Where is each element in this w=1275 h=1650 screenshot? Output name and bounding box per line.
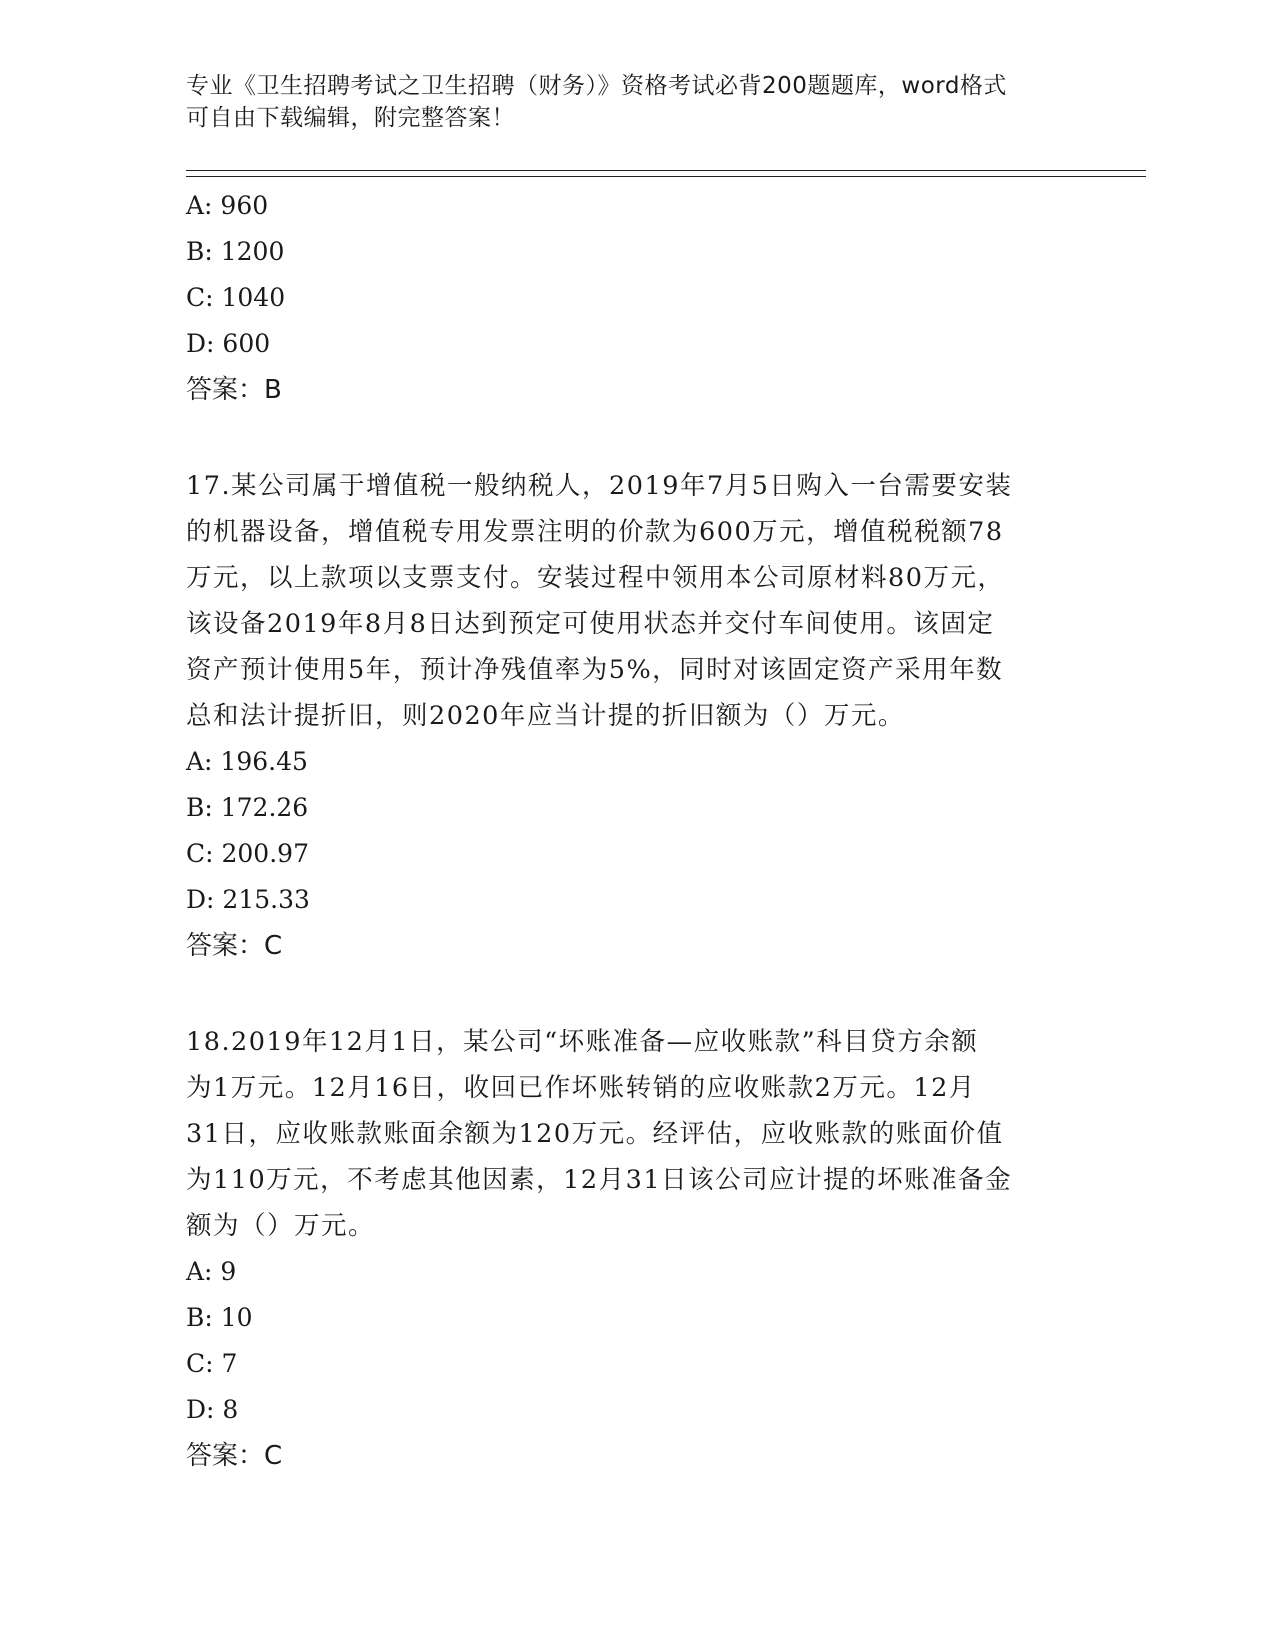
q18-option-b: B: 10	[186, 1303, 253, 1332]
header-line-1: 专业《卫生招聘考试之卫生招聘（财务）》资格考试必背200题题库，word格式	[186, 73, 1007, 99]
q18-line: 额为（）万元。	[186, 1211, 376, 1241]
document-header	[186, 70, 1066, 134]
q18-line: 为110万元，不考虑其他因素，12月31日该公司应计提的坏账准备金	[186, 1165, 1013, 1195]
q18-option-c: C: 7	[186, 1349, 238, 1378]
q17-option-b: B: 172.26	[186, 793, 309, 822]
question-16-block	[186, 183, 1146, 413]
header-line-2: 可自由下载编辑，附完整答案！	[186, 105, 515, 131]
q18-text	[186, 1019, 1086, 1249]
q17-option-d: D: 215.33	[186, 885, 310, 914]
q17-line: 资产预计使用5年，预计净残值率为5%，同时对该固定资产采用年数	[186, 655, 1004, 685]
question-17-block	[186, 463, 1146, 969]
q17-line: 该设备2019年8月8日达到预定可使用状态并交付车间使用。该固定	[186, 609, 995, 639]
q16-option-d: D: 600	[186, 329, 271, 358]
q18-line: 31日，应收账款账面余额为120万元。经评估，应收账款的账面价值	[186, 1119, 1004, 1149]
q16-answer: 答案：B	[186, 375, 282, 405]
q17-answer: 答案：C	[186, 931, 283, 961]
q17-line: 万元，以上款项以支票支付。安装过程中领用本公司原材料80万元，	[186, 563, 1005, 593]
q18-option-a: A: 9	[186, 1257, 237, 1286]
q17-text	[186, 463, 1086, 739]
q18-line: 为1万元。12月16日，收回已作坏账转销的应收账款2万元。12月	[186, 1073, 976, 1103]
document-page	[186, 70, 1146, 1479]
question-18-block	[186, 1019, 1146, 1479]
q18-line: 18.2019年12月1日，某公司“坏账准备—应收账款”科目贷方余额	[186, 1027, 979, 1057]
q17-line: 17.某公司属于增值税一般纳税人，2019年7月5日购入一台需要安装	[186, 471, 1013, 501]
q16-option-a: A: 960	[186, 191, 269, 220]
header-double-rule	[186, 170, 1146, 177]
q17-option-c: C: 200.97	[186, 839, 309, 868]
q18-answer: 答案：C	[186, 1441, 283, 1471]
q18-option-d: D: 8	[186, 1395, 239, 1424]
q17-line: 的机器设备，增值税专用发票注明的价款为600万元，增值税税额78	[186, 517, 1004, 547]
q16-option-c: C: 1040	[186, 283, 286, 312]
q17-option-a: A: 196.45	[186, 747, 308, 776]
q17-line: 总和法计提折旧，则2020年应当计提的折旧额为（）万元。	[186, 701, 905, 731]
q16-option-b: B: 1200	[186, 237, 285, 266]
